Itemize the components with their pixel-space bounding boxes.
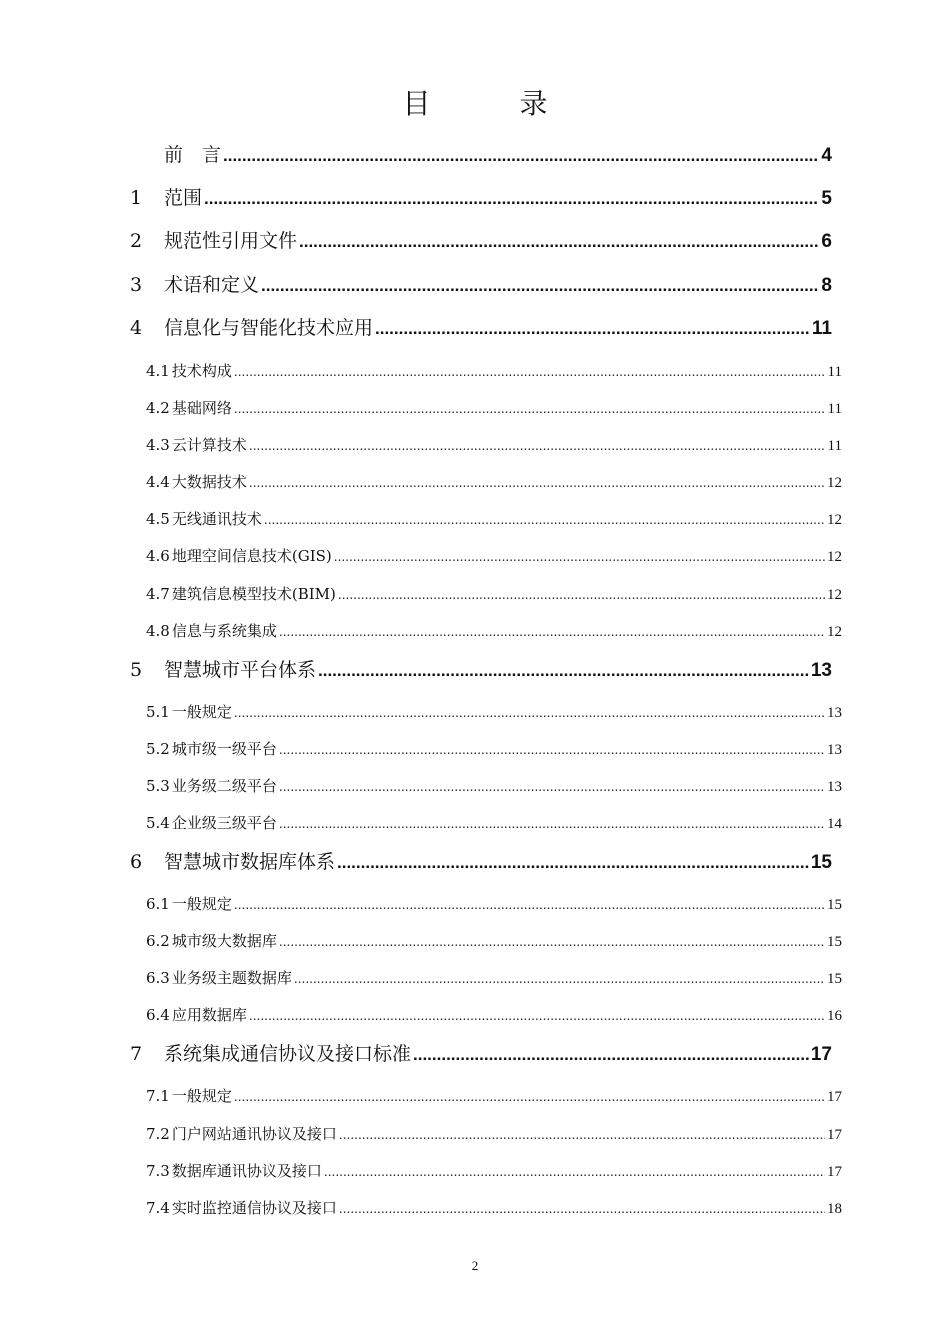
toc-entry-page: 17	[810, 1044, 832, 1065]
toc-entry-page: 4	[821, 145, 832, 166]
dot-leader	[318, 661, 809, 681]
toc-entry-title: 前 言	[164, 144, 222, 166]
toc-entry-title: 智慧城市平台体系	[164, 659, 317, 681]
toc-entry-number: 4	[130, 317, 143, 339]
dot-leader	[261, 276, 819, 296]
toc-entry-page: 17	[827, 1089, 842, 1105]
dot-leader	[249, 476, 825, 490]
toc-entry-number: 3	[130, 274, 143, 296]
toc-entry-number: 2	[130, 230, 143, 252]
toc-entry[interactable]	[146, 583, 842, 604]
toc-entry-title: 地理空间信息技术(GIS)	[171, 547, 332, 565]
toc-entry-number: 4.3	[146, 436, 170, 454]
toc-entry-page: 11	[811, 318, 832, 339]
toc-entry-page: 12	[827, 512, 842, 528]
dot-leader	[249, 1009, 825, 1023]
toc-entry[interactable]	[146, 397, 842, 418]
toc-entry-title: 信息与系统集成	[171, 622, 277, 640]
dot-leader	[339, 1128, 825, 1142]
toc-entry-title: 一般规定	[171, 703, 232, 721]
toc-entry-number: 4.2	[146, 399, 170, 417]
toc-entry-number: 5.1	[146, 703, 170, 721]
toc-entry-title: 大数据技术	[171, 473, 247, 491]
toc-entry-page: 12	[827, 587, 842, 603]
dot-leader	[337, 853, 809, 873]
toc-entry-page: 15	[827, 934, 842, 950]
toc-entry-number: 4.6	[146, 547, 170, 565]
toc-entry-page: 13	[827, 742, 842, 758]
toc-entry-title: 规范性引用文件	[164, 230, 298, 252]
toc-entry-page: 13	[827, 779, 842, 795]
dot-leader	[324, 1165, 825, 1179]
dot-leader	[279, 780, 825, 794]
page-number: 2	[471, 1258, 479, 1273]
toc-entry-page: 12	[827, 475, 842, 491]
dot-leader	[338, 588, 825, 602]
toc-entry-number: 7.4	[146, 1199, 170, 1217]
toc-entry-number: 4.4	[146, 473, 170, 491]
toc-entry[interactable]	[146, 434, 842, 455]
toc-entry-page: 13	[810, 660, 832, 681]
toc-entry[interactable]	[146, 738, 842, 759]
toc-entry[interactable]	[146, 893, 842, 914]
toc-entry-number: 7.1	[146, 1087, 170, 1105]
dot-leader	[234, 1090, 825, 1104]
dot-leader	[234, 365, 826, 379]
toc-entry-title: 范围	[164, 187, 203, 209]
dot-leader	[264, 513, 825, 527]
toc-entry-number: 6.1	[146, 895, 170, 913]
toc-entry[interactable]	[146, 812, 842, 833]
toc-entry-page: 5	[821, 188, 832, 209]
dot-leader	[339, 1202, 825, 1216]
toc-entry-title: 企业级三级平台	[171, 814, 277, 832]
toc-entry-number: 7.2	[146, 1125, 170, 1143]
toc-entry-title: 术语和定义	[164, 274, 260, 296]
toc-entry-title: 无线通讯技术	[171, 510, 262, 528]
toc-entry[interactable]	[146, 1085, 842, 1106]
dot-leader	[234, 706, 825, 720]
toc-entry[interactable]	[146, 930, 842, 951]
toc-entry[interactable]	[146, 471, 842, 492]
toc-entry-number: 5.4	[146, 814, 170, 832]
dot-leader	[234, 898, 825, 912]
dot-leader	[299, 232, 819, 252]
toc-entry-title: 一般规定	[171, 1087, 232, 1105]
toc-entry[interactable]	[146, 360, 842, 381]
toc-entry[interactable]	[146, 967, 842, 988]
toc-entry-title: 业务级二级平台	[171, 777, 277, 795]
toc-entry[interactable]	[130, 313, 832, 340]
toc-entry-number: 4.1	[146, 362, 170, 380]
dot-leader	[249, 439, 826, 453]
toc-entry[interactable]	[146, 620, 842, 641]
toc-entry[interactable]	[130, 140, 832, 167]
toc-entry-number: 1	[130, 187, 143, 209]
dot-leader	[279, 743, 825, 757]
toc-entry-page: 14	[827, 816, 842, 832]
dot-leader	[234, 402, 826, 416]
dot-leader	[204, 189, 819, 209]
dot-leader	[375, 319, 810, 339]
dot-leader	[334, 550, 825, 564]
toc-entry-number: 6	[130, 851, 143, 873]
toc-entry[interactable]	[130, 270, 832, 297]
toc-entry-title: 建筑信息模型技术(BIM)	[171, 585, 336, 603]
toc-entry-page: 15	[827, 897, 842, 913]
dot-leader	[223, 146, 819, 166]
toc-entry[interactable]	[146, 775, 842, 796]
toc-entry-page: 16	[827, 1008, 842, 1024]
toc-entry-number: 6.4	[146, 1006, 170, 1024]
toc-entry[interactable]	[130, 183, 832, 210]
dot-leader	[279, 625, 825, 639]
toc-entry[interactable]	[146, 1160, 842, 1181]
toc-entry-page: 12	[827, 624, 842, 640]
toc-entry-title: 城市级大数据库	[171, 932, 277, 950]
dot-leader	[294, 972, 825, 986]
toc-entry-page: 18	[827, 1201, 842, 1217]
toc-entry-page: 15	[810, 852, 832, 873]
toc-entry[interactable]	[146, 1197, 842, 1218]
toc-entry[interactable]	[130, 655, 832, 682]
toc-entry-title: 数据库通讯协议及接口	[171, 1162, 322, 1180]
toc-entry-page: 13	[827, 705, 842, 721]
toc-entry-title: 城市级一级平台	[171, 740, 277, 758]
toc-entry-title: 智慧城市数据库体系	[164, 851, 336, 873]
dot-leader	[413, 1045, 809, 1065]
toc-entry-title: 信息化与智能化技术应用	[164, 317, 374, 339]
toc-entry-title: 一般规定	[171, 895, 232, 913]
toc-entry-page: 8	[821, 275, 832, 296]
toc-entry-title: 门户网站通讯协议及接口	[171, 1125, 337, 1143]
toc-entry-page: 11	[827, 364, 842, 380]
toc-entry[interactable]	[146, 508, 842, 529]
dot-leader	[279, 935, 825, 949]
toc-entry-title: 技术构成	[171, 362, 232, 380]
dot-leader	[279, 817, 825, 831]
toc-entry-number: 5.2	[146, 740, 170, 758]
toc-entry-number: 5	[130, 659, 143, 681]
toc-entry-number: 6.3	[146, 969, 170, 987]
toc-entry-page: 17	[827, 1127, 842, 1143]
toc-entry-number: 4.7	[146, 585, 170, 603]
toc-entry[interactable]	[146, 545, 842, 566]
toc-entry-title: 实时监控通信协议及接口	[171, 1199, 337, 1217]
toc-entry-page: 11	[827, 438, 842, 454]
toc-entry-page: 15	[827, 971, 842, 987]
toc-entry-number: 7	[130, 1043, 143, 1065]
toc-entry[interactable]	[130, 1039, 832, 1066]
toc-entry-number: 6.2	[146, 932, 170, 950]
toc-entry-title: 应用数据库	[171, 1006, 247, 1024]
page-title: 目 录	[402, 87, 588, 120]
toc-entry-number: 4.8	[146, 622, 170, 640]
toc-entry-title: 业务级主题数据库	[171, 969, 292, 987]
toc-entry[interactable]	[146, 1123, 842, 1144]
toc-entry-number: 5.3	[146, 777, 170, 795]
toc-entry-page: 11	[827, 401, 842, 417]
toc-entry-page: 17	[827, 1164, 842, 1180]
toc-entry[interactable]	[130, 226, 832, 253]
toc-entry[interactable]	[146, 1004, 842, 1025]
toc-entry-title: 云计算技术	[171, 436, 247, 454]
toc-entry-number: 7.3	[146, 1162, 170, 1180]
toc-entry-page: 12	[827, 549, 842, 565]
toc-entry-number: 4.5	[146, 510, 170, 528]
toc-entry[interactable]	[146, 701, 842, 722]
toc-entry-title: 基础网络	[171, 399, 232, 417]
toc-entry[interactable]	[130, 847, 832, 874]
toc-entry-page: 6	[821, 231, 832, 252]
toc-entry-title: 系统集成通信协议及接口标准	[164, 1043, 412, 1065]
